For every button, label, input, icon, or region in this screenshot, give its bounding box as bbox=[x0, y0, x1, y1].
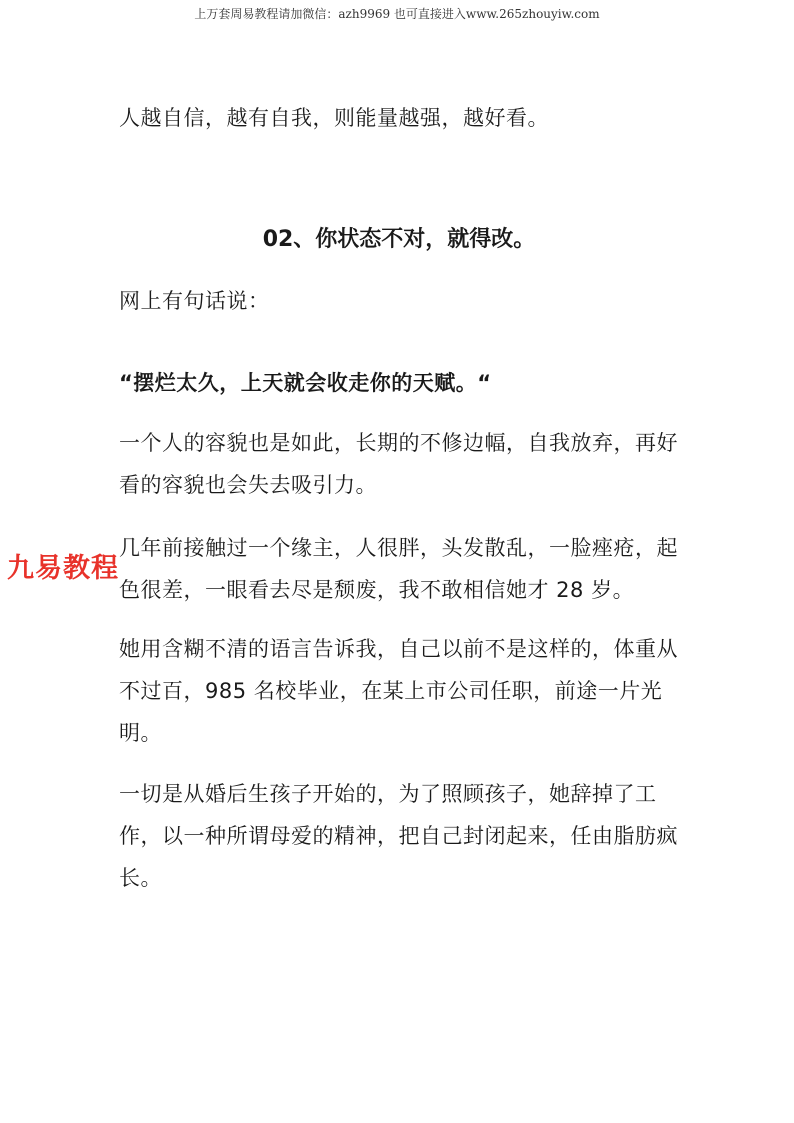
paragraph-confidence: 人越自信，越有自我，则能量越强，越好看。 bbox=[119, 106, 549, 130]
header-promo-note: 上万套周易教程请加微信：azh9969 也可直接进入www.265zhouyiw.com bbox=[194, 7, 600, 21]
paragraph-saying-intro: 网上有句话说： bbox=[119, 289, 270, 313]
watermark-logo: 九易教程 bbox=[7, 553, 119, 584]
paragraph-after-marriage: 一切是从婚后生孩子开始的，为了照顾孩子，她辞掉了工作，以一种所谓母爱的精神，把自己封闭起来，任由脂肪疯长。 bbox=[119, 782, 678, 890]
paragraph-past-life: 她用含糊不清的语言告诉我，自己以前不是这样的，体重从不过百，985 名校毕业，在某上市公司任职，前途一片光明。 bbox=[119, 637, 678, 745]
paragraph-client-story: 几年前接触过一个缘主，人很胖，头发散乱，一脸痤疮，起色很差，一眼看去尽是颓废，我不敢相信她才 28 岁。 bbox=[119, 536, 678, 602]
paragraph-appearance: 一个人的容貌也是如此，长期的不修边幅，自我放弃，再好看的容貌也会失去吸引力。 bbox=[119, 431, 678, 497]
quote-paragraph: “摆烂太久，上天就会收走你的天赋。“ bbox=[119, 371, 492, 395]
section-heading: 02、你状态不对，就得改。 bbox=[262, 227, 536, 252]
